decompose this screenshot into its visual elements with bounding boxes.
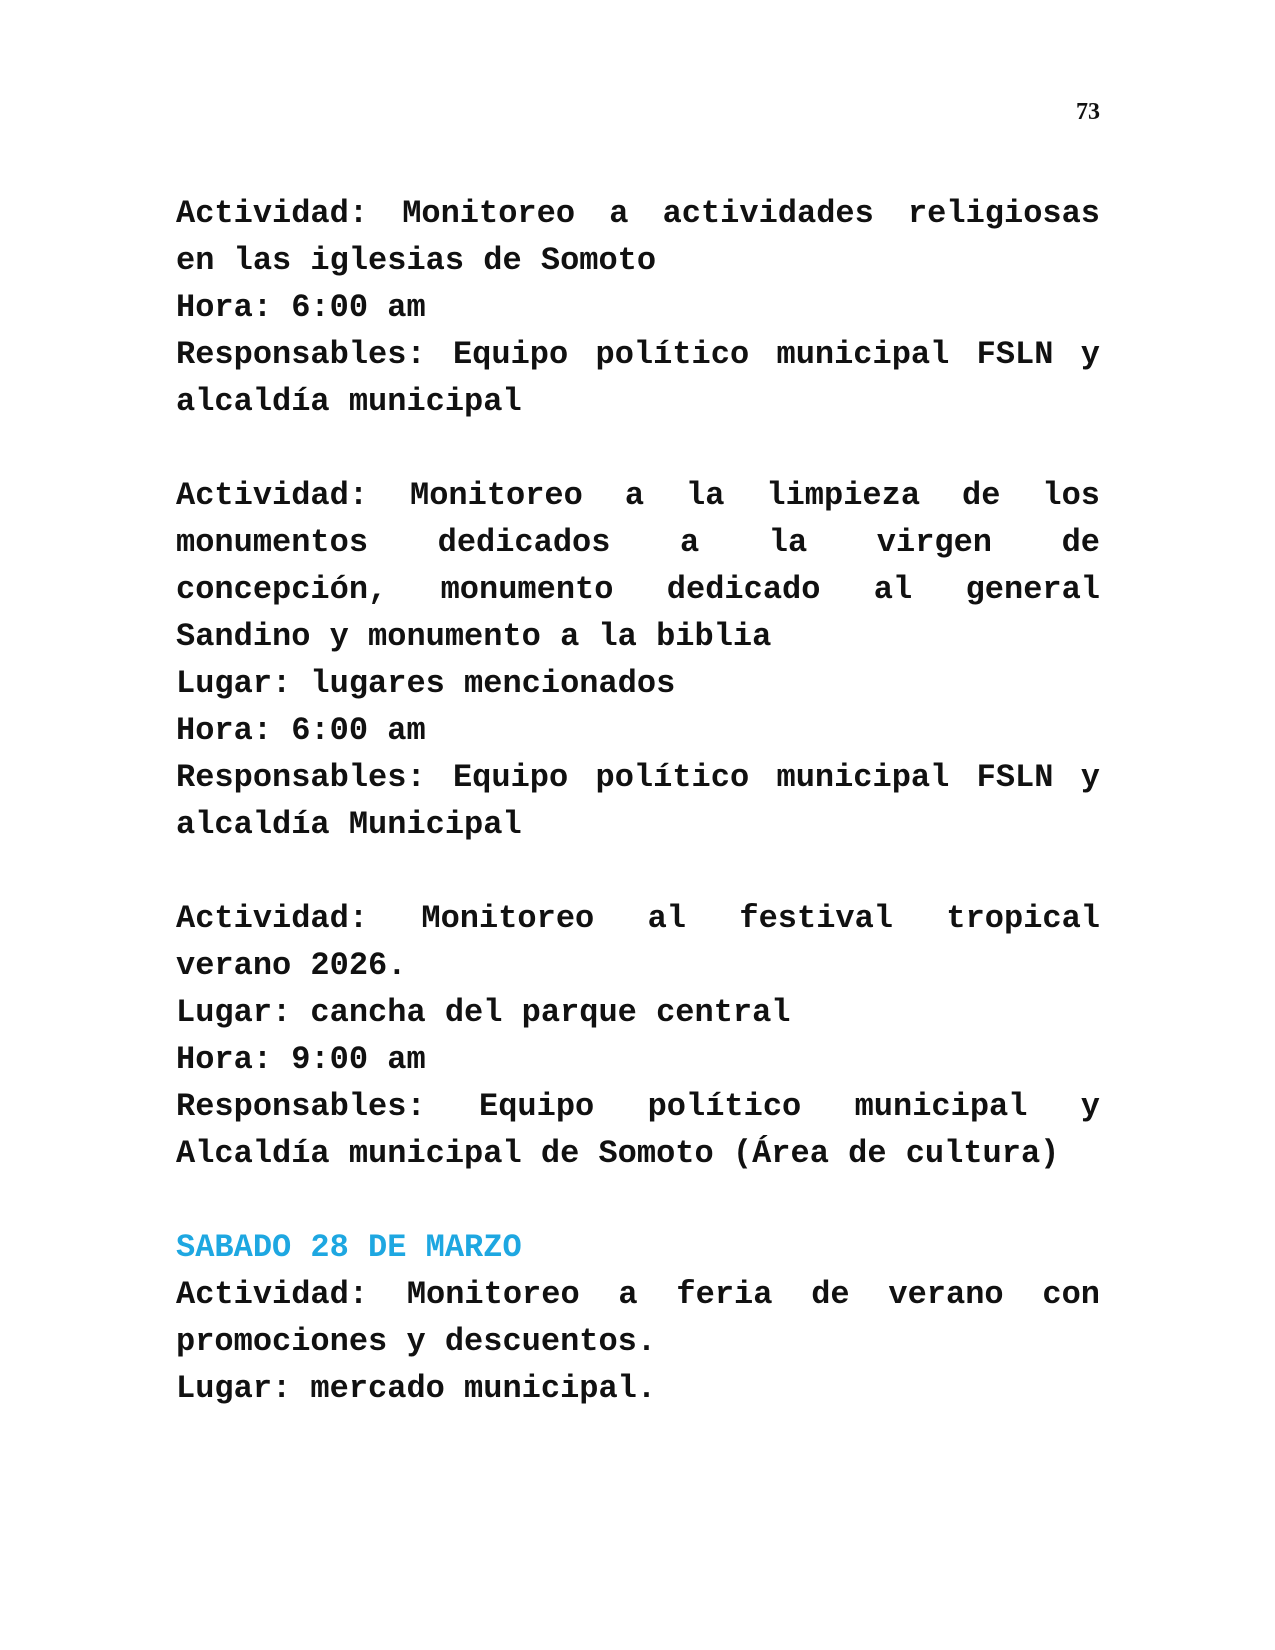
activity-block-religious-monitoring [176, 190, 1100, 425]
page-content [176, 190, 1100, 1412]
activity-block-monument-cleaning [176, 472, 1100, 848]
activity-line: Sandino y monumento a la biblia [176, 618, 772, 655]
activity-line: Actividad: Monitoreo a feria de verano con [176, 1276, 1100, 1313]
page-number: 73 [1076, 99, 1100, 125]
activity-line: Actividad: Monitoreo al festival tropical [176, 900, 1100, 937]
day-heading: SABADO 28 DE MARZO [176, 1229, 522, 1266]
responsible-line: Alcaldía municipal de Somoto (Área de cultura) [176, 1135, 1060, 1172]
day-section-saturday [176, 1224, 1100, 1412]
responsible-line: alcaldía municipal [176, 383, 522, 420]
activity-line: promociones y descuentos. [176, 1323, 657, 1360]
activity-line: verano 2026. [176, 947, 407, 984]
activity-line: Actividad: Monitoreo a la limpieza de los [176, 477, 1100, 514]
responsible-line: Responsables: Equipo político municipal FSLN y [176, 759, 1100, 796]
place-line: Lugar: mercado municipal. [176, 1370, 657, 1407]
responsible-line: Responsables: Equipo político municipal y [176, 1088, 1100, 1125]
time-line: Hora: 9:00 am [176, 1041, 426, 1078]
place-line: Lugar: lugares mencionados [176, 665, 676, 702]
time-line: Hora: 6:00 am [176, 712, 426, 749]
activity-line: en las iglesias de Somoto [176, 242, 657, 279]
activity-block-tropical-festival [176, 895, 1100, 1177]
activity-line: monumentos dedicados a la virgen de [176, 524, 1100, 561]
responsible-line: alcaldía Municipal [176, 806, 522, 843]
place-line: Lugar: cancha del parque central [176, 994, 791, 1031]
time-line: Hora: 6:00 am [176, 289, 426, 326]
responsible-line: Responsables: Equipo político municipal FSLN y [176, 336, 1100, 373]
activity-line: Actividad: Monitoreo a actividades religiosas [176, 195, 1100, 232]
activity-line: concepción, monumento dedicado al general [176, 571, 1100, 608]
